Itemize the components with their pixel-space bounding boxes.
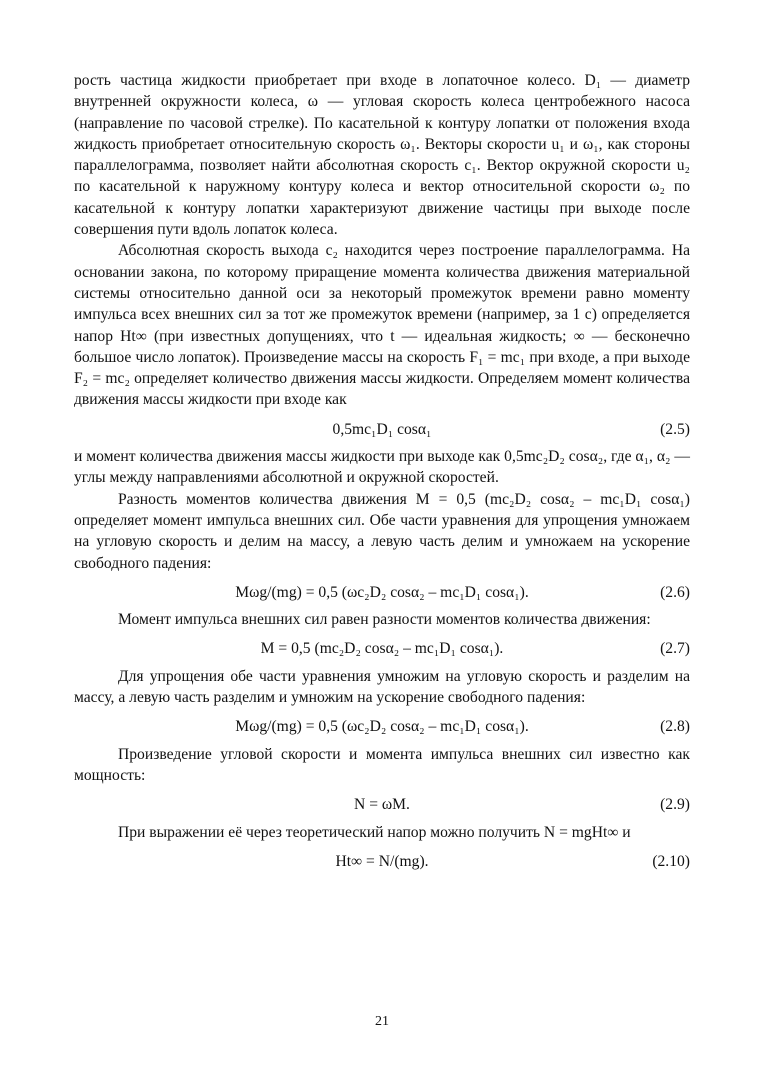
equation-2-5 bbox=[74, 419, 690, 440]
equation-2-9 bbox=[74, 794, 690, 815]
equation-number: (2.7) bbox=[660, 640, 690, 658]
equation-formula: Ht∞ = N/(mg). bbox=[335, 852, 429, 870]
equation-formula: Mωg/(mg) = 0,5 (ωc₂D₂ cosα₂ – mc₁D₁ cosα₁). bbox=[235, 583, 529, 601]
paragraph-4: Разность моментов количества движения M = 0,5 (mc₂D₂ cosα₂ – mc₁D₁ cosα₁) определяет момент импульса внешних сил. Обе части уравнения для упрощения умножаем на угловую скорость и делим на массу, а левую часть делим и умножаем на ускорение свободного падения: bbox=[74, 490, 690, 572]
paragraph-5: Момент импульса внешних сил равен разности моментов количества движения: bbox=[118, 611, 651, 629]
page-body bbox=[74, 70, 690, 878]
paragraph-8: При выражении её через теоретический напор можно получить N = mgHt∞ и bbox=[118, 823, 631, 841]
paragraph-2: Абсолютная скорость выхода c₂ находится через построение параллелограмма. На основании закона, по которому приращение момента количества движения материальной системы относительно данной оси за некоторый промежуток времени равно моменту импульса всех внешних сил за тот же промежуток времени (например, за 1 с) определяется напор Ht∞ (при известных допущениях, что t — идеальная жидкость; ∞ — бесконечно большое число лопаток). Произведение массы на скорость F₁ = mc₁ при входе, а при выходе F₂ = mc₂ определяет количество движения массы жидкости. Определяем момент количества движения массы жидкости при входе как bbox=[74, 242, 690, 409]
paragraph-7: Произведение угловой скорости и момента импульса внешних сил известно как мощность: bbox=[74, 745, 690, 784]
equation-2-6 bbox=[74, 582, 690, 603]
equation-number: (2.5) bbox=[660, 420, 690, 438]
equation-formula: Mωg/(mg) = 0,5 (ωc₂D₂ cosα₂ – mc₁D₁ cosα₁). bbox=[235, 718, 529, 736]
equation-2-10 bbox=[74, 851, 690, 872]
equation-formula: M = 0,5 (mc₂D₂ cosα₂ – mc₁D₁ cosα₁). bbox=[260, 640, 504, 658]
equation-number: (2.9) bbox=[660, 796, 690, 814]
equation-number: (2.6) bbox=[660, 583, 690, 601]
equation-number: (2.8) bbox=[660, 718, 690, 736]
paragraph-3: и момент количества движения массы жидкости при выходе как 0,5mc₂D₂ cosα₂, где α₁, α₂ — углы между направлениями абсолютной и окружной скоростей. bbox=[74, 448, 690, 487]
page-number: 21 bbox=[375, 1014, 389, 1029]
equation-formula: N = ωM. bbox=[354, 796, 410, 814]
paragraph-6: Для упрощения обе части уравнения умножим на угловую скорость и разделим на массу, а левую часть разделим и умножим на ускорение свободного падения: bbox=[74, 667, 690, 707]
equation-2-8 bbox=[74, 716, 690, 737]
equation-formula: 0,5mc₁D₁ cosα₁ bbox=[332, 420, 432, 438]
equation-2-7 bbox=[74, 638, 690, 659]
paragraph-1: рость частица жидкости приобретает при входе в лопаточное колесо. D₁ — диаметр внутренней окружности колеса, ω — угловая скорость колеса центробежного насоса (направление по часовой стрелке). По касательной к контуру лопатки от положения входа жидкость приобретает относительную скорость ω₁. Векторы скорости u₁ и ω₁, как стороны параллелограмма, позволяет найти абсолютная скорость c₁. Вектор окружной скорости u₂ по касательной к наружному контуру колеса и вектор относительной скорости ω₂ по касательной к контуру лопатки характеризуют движение частицы при выходе после совершения пути вдоль лопаток колеса. bbox=[74, 72, 690, 239]
equation-number: (2.10) bbox=[652, 852, 690, 870]
